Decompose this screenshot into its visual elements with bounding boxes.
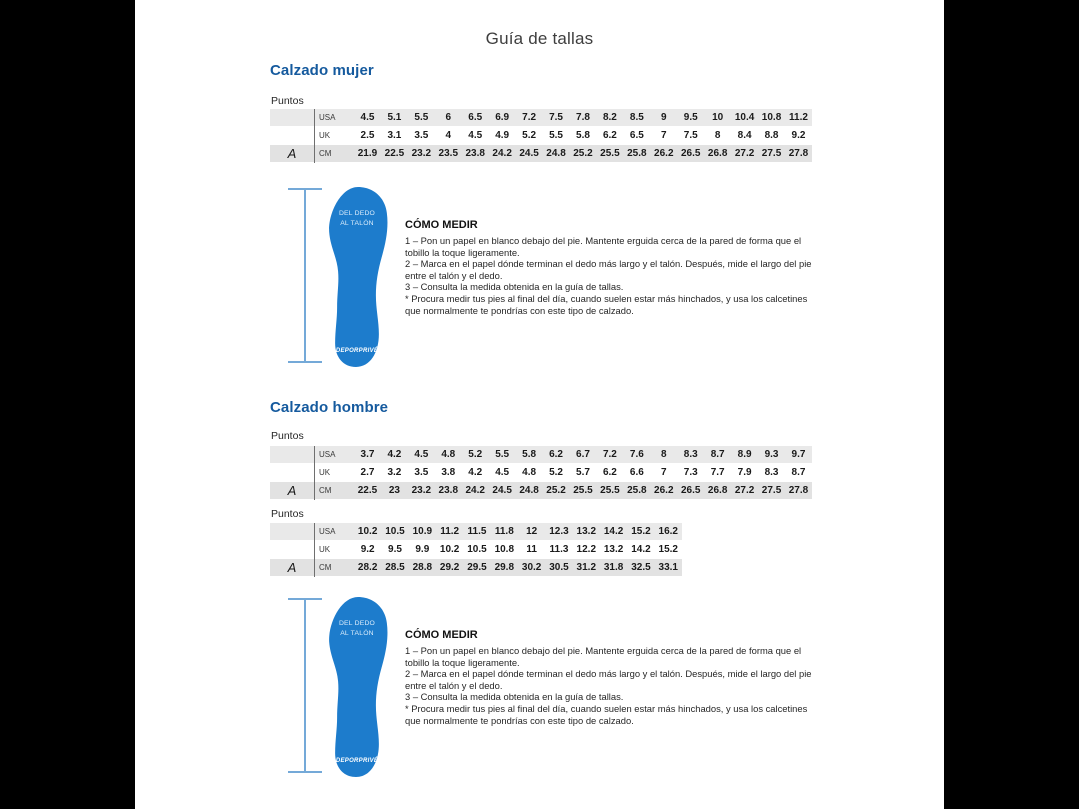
size-value-cell: 8.7 [710, 449, 725, 460]
size-value-cell: 13.2 [576, 526, 597, 537]
size-table-row-cm [270, 482, 812, 499]
size-value-cell: 23.2 [411, 485, 432, 496]
size-value-cell: 25.5 [600, 148, 620, 159]
size-value-cell: 4.2 [468, 467, 483, 478]
size-value-cell: 27.2 [734, 148, 755, 159]
how-to-measure [405, 629, 815, 726]
size-value-cell: 9 [661, 112, 667, 123]
men-points-label-1: Puntos [271, 430, 304, 442]
how-to-measure-step-1: 1 – Pon un papel en blanco debajo del pie. Mantente erguida cerca de la pared de forma que el tobillo la toque ligeramente. [405, 235, 802, 258]
size-value-cell: 7.2 [602, 449, 617, 460]
size-value-cell: 2.5 [360, 130, 375, 141]
table-corner-label: A [287, 483, 297, 498]
size-value-cell: 28.2 [357, 562, 378, 573]
size-value-cell: 5.2 [549, 467, 563, 478]
foot-measure-label [328, 209, 386, 229]
size-value-cell: 23 [388, 485, 400, 496]
size-value-cell: 5.7 [576, 467, 590, 478]
size-value-cell: 11 [526, 544, 537, 555]
size-value-cell: 10.9 [412, 526, 433, 537]
size-value-cell: 15.2 [658, 544, 678, 555]
size-value-cell: 9.2 [360, 544, 375, 555]
size-value-cell: 28.5 [385, 562, 405, 573]
size-value-cell: 12 [526, 526, 538, 537]
size-value-cell: 7 [661, 130, 667, 141]
size-value-cell: 12.3 [549, 526, 569, 537]
size-value-cell: 5.2 [522, 130, 537, 141]
size-table-row-cm [270, 145, 812, 162]
size-value-cell: 14.2 [603, 526, 624, 537]
size-value-cell: 31.8 [603, 562, 624, 573]
table-vertical-divider [314, 109, 315, 163]
size-value-cell: 4 [445, 130, 452, 141]
size-value-cell: 4.5 [495, 467, 510, 478]
size-value-cell: 24.8 [519, 485, 539, 496]
size-value-cell: 27.5 [761, 485, 782, 496]
brand-logo: DEPORPRIVÉ [335, 758, 379, 764]
size-value-cell: 4.5 [360, 112, 375, 123]
row-unit-label: UK [319, 131, 331, 140]
size-value-cell: 28.8 [412, 562, 433, 573]
brand-logo: DEPORPRIVÉ [335, 348, 379, 354]
size-value-cell: 2.7 [360, 467, 375, 478]
size-value-cell: 11.8 [494, 526, 514, 537]
size-value-cell: 8.8 [764, 130, 779, 141]
table-corner-cell [270, 541, 314, 558]
women-size-table [270, 109, 812, 163]
size-value-cell: 25.8 [627, 485, 647, 496]
row-unit-label: USA [319, 527, 336, 536]
size-table-row-uk [270, 464, 812, 481]
size-value-cell: 26.8 [707, 148, 728, 159]
size-value-cell: 9.9 [415, 544, 430, 555]
size-value-cell: 10.5 [467, 544, 487, 555]
size-value-cell: 6 [445, 112, 452, 123]
size-table-row-usa [270, 109, 812, 126]
size-value-cell: 24.5 [519, 148, 539, 159]
size-value-cell: 5.1 [387, 112, 402, 123]
size-value-cell: 10.4 [734, 112, 755, 123]
size-table-row-usa [270, 446, 812, 463]
size-value-cell: 9.3 [764, 449, 779, 460]
size-value-cell: 25.8 [627, 148, 647, 159]
men-points-label-2: Puntos [271, 508, 304, 520]
foot-measure-label-line1: DEL DEDO [338, 210, 376, 217]
size-value-cell: 6.5 [629, 130, 644, 141]
size-value-cell: 24.2 [465, 485, 485, 496]
size-value-cell: 3.2 [387, 467, 402, 478]
size-value-cell: 4.5 [468, 130, 483, 141]
size-value-cell: 6.2 [602, 467, 617, 478]
row-unit-label: UK [319, 468, 331, 477]
size-value-cell: 8.9 [737, 449, 752, 460]
size-value-cell: 26.2 [654, 485, 674, 496]
size-value-cell: 3.7 [360, 449, 375, 460]
row-unit-label: CM [319, 563, 332, 572]
size-value-cell: 5.2 [468, 449, 483, 460]
row-unit-label: USA [319, 113, 336, 122]
size-value-cell: 10.8 [761, 112, 782, 123]
table-vertical-divider [314, 523, 315, 577]
size-value-cell: 11.2 [789, 112, 808, 123]
size-value-cell: 33.1 [658, 562, 678, 573]
size-value-cell: 10.2 [439, 544, 460, 555]
size-value-cell: 22.5 [357, 485, 378, 496]
size-value-cell: 22.5 [384, 148, 405, 159]
size-value-cell: 23.8 [465, 148, 485, 159]
size-value-cell: 11.3 [549, 544, 569, 555]
size-value-cell: 7.6 [629, 449, 644, 460]
size-value-cell: 23.8 [438, 485, 459, 496]
size-value-cell: 25.2 [546, 485, 566, 496]
size-value-cell: 24.8 [546, 148, 566, 159]
size-value-cell: 26.2 [654, 148, 674, 159]
size-table-row-usa [270, 523, 682, 540]
foot-measure-label-line2: AL TALÓN [340, 219, 374, 227]
size-value-cell: 4.8 [522, 467, 537, 478]
size-value-cell: 25.2 [573, 148, 593, 159]
size-value-cell: 12.2 [576, 544, 597, 555]
size-value-cell: 8.2 [602, 112, 617, 123]
size-value-cell: 7.5 [683, 130, 698, 141]
size-value-cell: 26.5 [680, 485, 701, 496]
foot-measure-label-line2: AL TALÓN [340, 629, 374, 637]
size-value-cell: 3.1 [387, 130, 402, 141]
table-corner-cell [270, 464, 314, 481]
size-value-cell: 7 [661, 467, 667, 478]
how-to-measure-note: * Procura medir tus pies al final del día, cuando suelen estar más hinchados, y usa los calcetines que normalmente te pondrías con este tipo de calzado. [405, 292, 808, 316]
size-value-cell: 21.9 [357, 148, 378, 159]
size-guide-page [135, 0, 944, 809]
size-value-cell: 6.2 [602, 130, 617, 141]
men-section-heading: Calzado hombre [270, 399, 389, 416]
size-value-cell: 8.3 [764, 467, 779, 478]
size-value-cell: 23.2 [411, 148, 432, 159]
size-value-cell: 8.4 [737, 130, 752, 141]
size-value-cell: 13.2 [603, 544, 624, 555]
how-to-measure-step-3: 3 – Consulta la medida obtenida en la guía de tallas. [405, 691, 624, 703]
size-value-cell: 7.3 [683, 467, 698, 478]
size-table-row-cm [270, 559, 682, 576]
table-corner-cell [270, 523, 314, 540]
size-value-cell: 8.3 [683, 449, 698, 460]
size-value-cell: 7.9 [737, 467, 752, 478]
size-value-cell: 30.5 [549, 562, 569, 573]
size-value-cell: 4.9 [495, 130, 510, 141]
how-to-measure-note: * Procura medir tus pies al final del día, cuando suelen estar más hinchados, y usa los calcetines que normalmente te pondrías con este tipo de calzado. [405, 702, 808, 726]
size-value-cell: 26.5 [680, 148, 701, 159]
table-corner-cell [270, 446, 314, 463]
size-value-cell: 10 [712, 112, 724, 123]
women-points-label: Puntos [271, 95, 304, 107]
size-value-cell: 27.8 [788, 148, 809, 159]
how-to-measure-step-2: 2 – Marca en el papel dónde terminan el dedo más largo y el talón. Después, mide el largo del pie entre el talón y el dedo. [405, 258, 812, 281]
foot-length-dimension-line [288, 188, 322, 363]
how-to-measure [405, 219, 815, 316]
size-value-cell: 10.5 [385, 526, 405, 537]
size-value-cell: 6.6 [629, 467, 644, 478]
women-section-heading: Calzado mujer [270, 62, 374, 79]
size-value-cell: 3.5 [414, 467, 429, 478]
size-value-cell: 29.5 [467, 562, 487, 573]
size-value-cell: 7.8 [576, 112, 590, 123]
size-value-cell: 10.8 [494, 544, 515, 555]
size-value-cell: 14.2 [631, 544, 651, 555]
size-value-cell: 7.5 [549, 112, 563, 123]
row-unit-label: CM [319, 486, 332, 495]
size-value-cell: 8.7 [791, 467, 806, 478]
table-corner-label: A [287, 560, 297, 575]
how-to-measure-step-2: 2 – Marca en el papel dónde terminan el dedo más largo y el talón. Después, mide el largo del pie entre el talón y el dedo. [405, 668, 812, 691]
table-corner-cell [270, 109, 314, 126]
size-value-cell: 25.5 [600, 485, 620, 496]
row-unit-label: USA [319, 450, 336, 459]
size-value-cell: 5.8 [522, 449, 537, 460]
men-size-table-small [270, 446, 812, 500]
size-value-cell: 10.2 [357, 526, 378, 537]
size-value-cell: 8 [714, 130, 721, 141]
how-to-measure-title: CÓMO MEDIR [405, 629, 478, 641]
size-value-cell: 29.2 [439, 562, 460, 573]
how-to-measure-step-3: 3 – Consulta la medida obtenida en la guía de tallas. [405, 281, 624, 293]
size-value-cell: 11.2 [440, 526, 460, 537]
size-value-cell: 27.2 [734, 485, 755, 496]
size-value-cell: 6.7 [576, 449, 590, 460]
size-value-cell: 3.8 [441, 467, 456, 478]
women-measure-guide [270, 185, 818, 381]
size-value-cell: 4.8 [441, 449, 456, 460]
size-value-cell: 5.5 [495, 449, 510, 460]
dimension-vertical-line [304, 598, 306, 773]
size-value-cell: 30.2 [521, 562, 542, 573]
size-table-row-uk [270, 127, 812, 144]
size-value-cell: 25.5 [573, 485, 593, 496]
size-value-cell: 16.2 [658, 526, 678, 537]
size-value-cell: 9.5 [388, 544, 402, 555]
size-value-cell: 7.7 [710, 467, 725, 478]
men-measure-guide [270, 595, 818, 791]
row-unit-label: UK [319, 545, 331, 554]
size-value-cell: 31.2 [576, 562, 597, 573]
size-value-cell: 9.7 [791, 449, 806, 460]
foot-measure-label [328, 619, 386, 639]
table-vertical-divider [314, 446, 315, 500]
size-value-cell: 11.5 [467, 526, 487, 537]
size-value-cell: 7.2 [522, 112, 537, 123]
dimension-vertical-line [304, 188, 306, 363]
size-value-cell: 8 [661, 449, 667, 460]
size-value-cell: 6.5 [468, 112, 483, 123]
size-value-cell: 27.5 [761, 148, 782, 159]
size-value-cell: 29.8 [494, 562, 515, 573]
how-to-measure-step-1: 1 – Pon un papel en blanco debajo del pie. Mantente erguida cerca de la pared de forma que el tobillo la toque ligeramente. [405, 645, 802, 668]
size-table-row-uk [270, 541, 682, 558]
how-to-measure-title: CÓMO MEDIR [405, 219, 478, 231]
size-value-cell: 4.5 [414, 449, 429, 460]
size-value-cell: 9.5 [683, 112, 698, 123]
table-corner-cell [270, 127, 314, 144]
table-corner-label: A [287, 146, 297, 161]
foot-length-dimension-line [288, 598, 322, 773]
size-value-cell: 32.5 [631, 562, 651, 573]
size-value-cell: 6.2 [549, 449, 563, 460]
size-value-cell: 6.9 [495, 112, 510, 123]
size-value-cell: 15.2 [631, 526, 651, 537]
size-value-cell: 24.2 [492, 148, 512, 159]
foot-measure-label-line1: DEL DEDO [338, 620, 376, 627]
page-title: Guía de tallas [485, 29, 594, 48]
size-value-cell: 4.2 [387, 449, 402, 460]
size-value-cell: 5.5 [414, 112, 429, 123]
dimension-cap-bottom [288, 361, 322, 363]
size-value-cell: 23.5 [438, 148, 459, 159]
size-value-cell: 8.5 [629, 112, 644, 123]
size-value-cell: 24.5 [492, 485, 512, 496]
size-value-cell: 26.8 [707, 485, 728, 496]
dimension-cap-bottom [288, 771, 322, 773]
size-value-cell: 5.8 [576, 130, 590, 141]
men-size-table-large [270, 523, 682, 577]
size-value-cell: 9.2 [791, 130, 806, 141]
size-value-cell: 3.5 [414, 130, 429, 141]
row-unit-label: CM [319, 149, 332, 158]
size-value-cell: 5.5 [549, 130, 563, 141]
size-value-cell: 27.8 [788, 485, 809, 496]
